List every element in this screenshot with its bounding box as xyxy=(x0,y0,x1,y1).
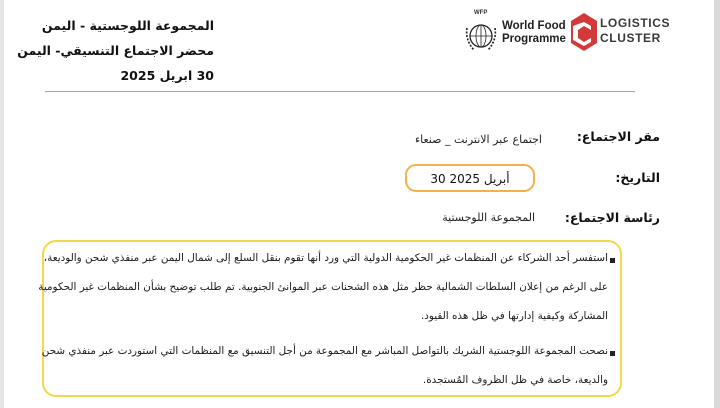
wfp-line1: World Food xyxy=(502,20,566,32)
bullet-marker xyxy=(610,351,615,356)
wfp-logo xyxy=(462,10,567,54)
bullet-1-line-1: استفسر أحد الشركاء عن المنظمات غير الحكومية الدولية التي ورد أنها تقوم بنقل السلع إلى شمال اليمن عبر منفذي شحن والوديعة، xyxy=(43,252,608,264)
header-group: المجموعة اللوجستية - اليمن xyxy=(41,18,214,33)
bullet-1-line-3: المشاركة وكيفية إدارتها في ظل هذه القيود. xyxy=(420,310,608,322)
bullet-2-line-2: والديعة، خاصة في ظل الظروف المُستجدة. xyxy=(422,374,608,386)
wfp-line2: Programme xyxy=(502,33,566,45)
scrollbar-track[interactable] xyxy=(714,0,720,408)
chair-value: المجموعة اللوجستية xyxy=(442,211,535,224)
date-label: التاريخ: xyxy=(615,170,660,185)
wfp-wordmark xyxy=(502,20,566,46)
logistics-cluster-line1: LOGISTICS xyxy=(600,16,671,30)
logistics-cluster-logo xyxy=(570,12,671,54)
date-value: 30 أبريل 2025 xyxy=(430,172,510,186)
venue-value: اجتماع عبر الانترنت _ صنعاء xyxy=(414,133,542,146)
venue-label: مقر الاجتماع: xyxy=(576,129,660,144)
date-highlight-box xyxy=(405,164,535,192)
chair-label: رئاسة الاجتماع: xyxy=(564,210,660,225)
header-title: محضر الاجتماع التنسيقي- اليمن xyxy=(17,43,214,58)
bullet-2-line-1: نصحت المجموعة اللوجستية الشريك بالتواصل المباشر مع المجموعة من أجل التنسيق مع المنظمات التي استوردت عبر منفذي شحن xyxy=(41,345,608,357)
bullet-1-line-2: على الرغم من إعلان السلطات الشمالية حظر مثل هذه الشحنات عبر الموانئ الجنوبية. تم طلب توضيح بشأن المنظمات غير الحكومية xyxy=(38,281,608,293)
logistics-cluster-wordmark xyxy=(600,16,670,46)
header-divider xyxy=(45,91,635,92)
page-left-edge xyxy=(0,0,4,408)
logistics-cluster-icon xyxy=(570,12,598,52)
bullet-marker xyxy=(610,258,615,263)
wfp-acronym: WFP xyxy=(474,10,488,16)
logistics-cluster-line2: CLUSTER xyxy=(600,31,661,45)
header-date: 30 ابريل 2025 xyxy=(120,68,214,83)
wfp-emblem-icon xyxy=(462,10,500,54)
